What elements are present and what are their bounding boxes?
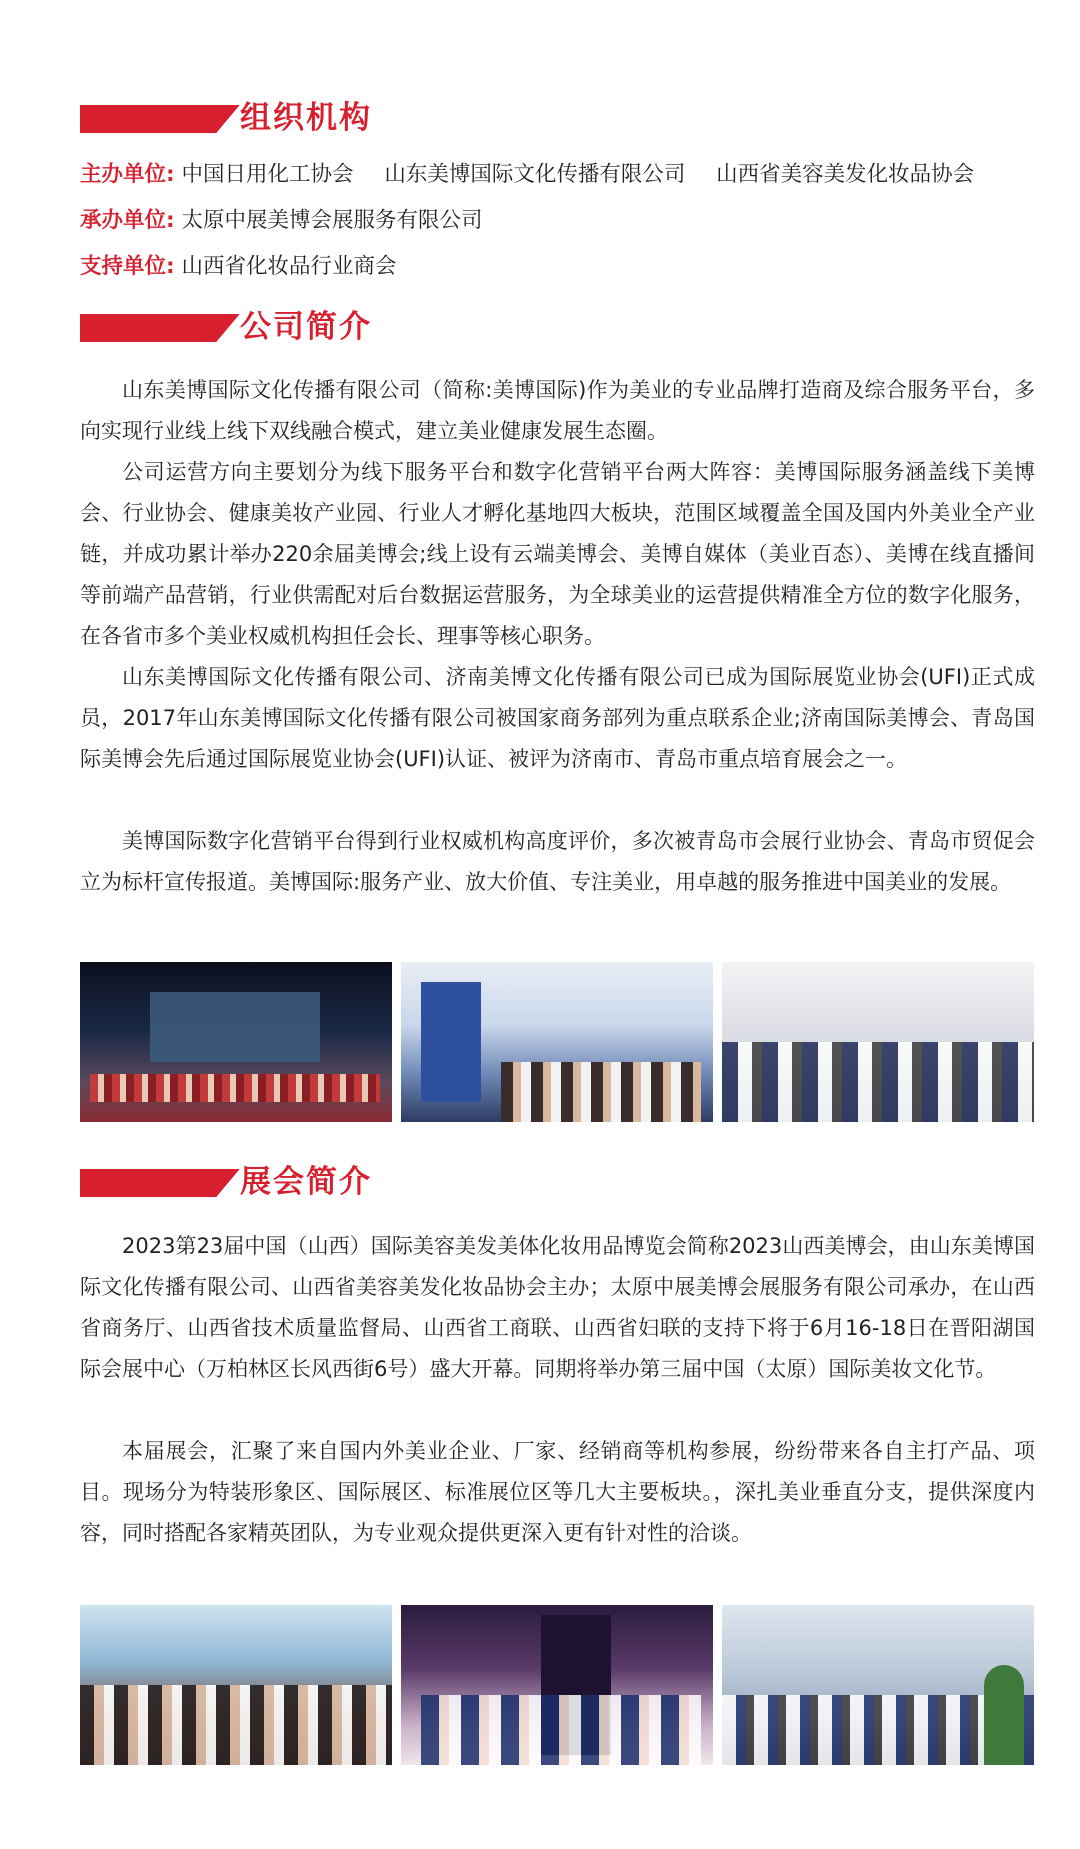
exhibition-paragraph: 本届展会，汇聚了来自国内外美业企业、厂家、经销商等机构参展，纷纷带来各自主打产品、项目。现场分为特装形象区、国际展区、标准展位区等几大主要板块。，深扎美业垂直分支，提供深度内容，同时搭配各家精英团队，为专业观众提供更深入更有针对性的洽谈。: [80, 1439, 1035, 1545]
booth-visitors-photo: [401, 1605, 713, 1765]
conference-crowd-photo: [722, 962, 1034, 1122]
section-title: 组织机构: [240, 100, 372, 136]
organizer-label: 承办单位:: [80, 208, 175, 233]
heading-bar-decoration: [80, 105, 198, 133]
exhibition-paragraph: 2023第23届中国（山西）国际美容美发美体化妆用品博览会简称2023山西美博会，由山东美博国际文化传播有限公司、山西省美容美发化妆品协会主办；太原中展美博会展服务有限公司承办，在山西省商务厅、山西省技术质量监督局、山西省工商联、山西省妇联的支持下将于6月16-18日在晋阳湖国际会展中心（万柏林区长风西街6号）盛大开幕。同期将举办第三届中国（太原）国际美妆文化节。: [80, 1234, 1035, 1381]
company-photo-row: [80, 962, 1034, 1122]
section-title: 公司简介: [240, 309, 372, 345]
section-title: 展会简介: [240, 1164, 372, 1200]
company-paragraph: 公司运营方向主要划分为线下服务平台和数字化营销平台两大阵容：美博国际服务涵盖线下美博会、行业协会、健康美妆产业园、行业人才孵化基地四大板块，范围区域覆盖全国及国内外美业全产业链，并成功累计举办220余届美博会;线上设有云端美博会、美博自媒体（美业百态）、美博在线直播间等前端产品营销，行业供需配对后台数据运营服务，为全球美业的运营提供精准全方位的数字化服务，在各省市多个美业权威机构担任会长、理事等核心职务。: [80, 460, 1035, 648]
organizer-row: [80, 206, 482, 236]
company-paragraph: 美博国际数字化营销平台得到行业权威机构高度评价，多次被青岛市会展行业协会、青岛市贸促会立为标杆宣传报道。美博国际:服务产业、放大价值、专注美业，用卓越的服务推进中国美业的发展。: [80, 829, 1035, 894]
exhibition-photo-row: [80, 1605, 1034, 1765]
support-label: 支持单位:: [80, 254, 175, 279]
host-units-row: [80, 160, 974, 190]
support-row: [80, 252, 396, 282]
host-unit: 山西省美容美发化妆品协会: [716, 162, 975, 187]
company-paragraph: 山东美博国际文化传播有限公司（简称:美博国际)作为美业的专业品牌打造商及综合服务平台，多向实现行业线上线下双线融合模式，建立美业健康发展生态圈。: [80, 378, 1035, 443]
organizer-unit: 太原中展美博会展服务有限公司: [181, 208, 483, 233]
support-unit: 山西省化妆品行业商会: [181, 254, 397, 279]
stage-performance-photo: [80, 962, 392, 1122]
exhibition-hall-photo: [401, 962, 713, 1122]
exhibition-floor-photo: [722, 1605, 1034, 1765]
booth-crowd-photo: [80, 1605, 392, 1765]
host-label: 主办单位:: [80, 162, 175, 187]
heading-bar-decoration: [80, 1169, 198, 1197]
heading-bar-decoration: [80, 314, 198, 342]
company-paragraph: 山东美博国际文化传播有限公司、济南美博文化传播有限公司已成为国际展览业协会(UFI)正式成员，2017年山东美博国际文化传播有限公司被国家商务部列为重点联系企业;济南国际美博会、青岛国际美博会先后通过国际展览业协会(UFI)认证、被评为济南市、青岛市重点培育展会之一。: [80, 665, 1035, 771]
host-unit: 山东美博国际文化传播有限公司: [384, 162, 686, 187]
host-unit: 中国日用化工协会: [181, 162, 354, 187]
